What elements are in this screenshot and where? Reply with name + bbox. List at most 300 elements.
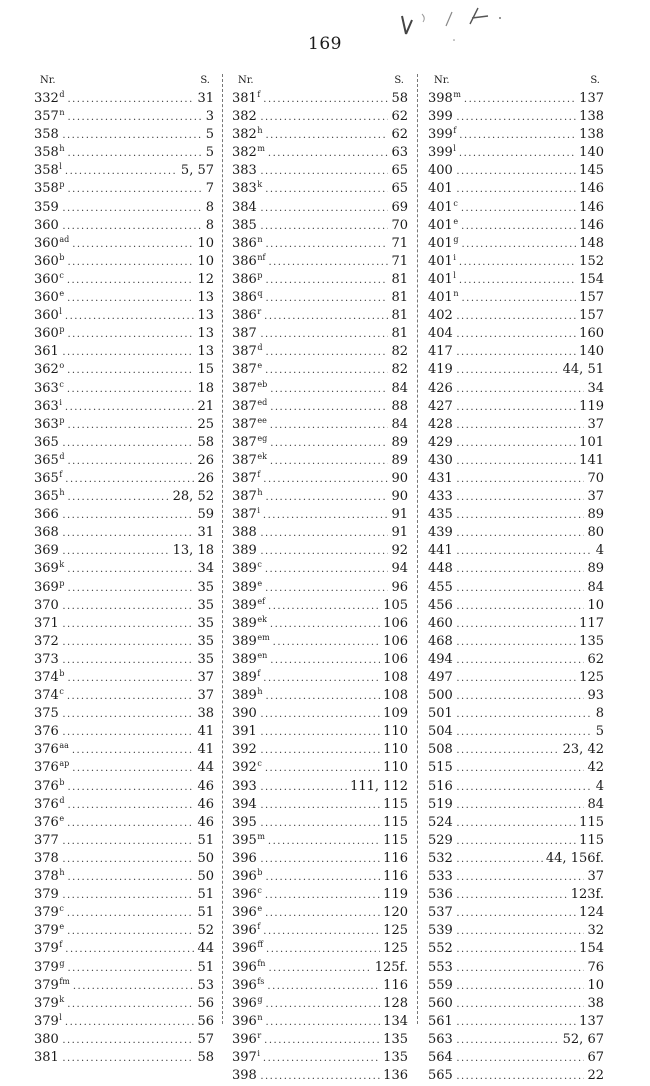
entry-suffix: en — [257, 650, 268, 660]
index-entry — [34, 235, 214, 253]
index-entry — [428, 90, 604, 108]
entry-page: 145 — [579, 163, 604, 179]
entry-page: 7 — [205, 181, 214, 197]
entry-number: 532 — [428, 850, 453, 866]
entry-number: 360$^b$ — [34, 252, 65, 269]
entry-suffix: f — [59, 469, 63, 479]
dot-leader — [67, 905, 195, 923]
dot-leader — [72, 236, 194, 254]
dot-leader — [67, 254, 194, 272]
entry-number: 401$^l$ — [428, 270, 456, 287]
entry-number: $389^{en}$ — [232, 650, 268, 667]
entry-page: 89 — [391, 434, 408, 450]
entry-page: 137 — [579, 1013, 604, 1029]
dot-leader — [268, 145, 389, 163]
entry-suffix: r — [257, 1030, 262, 1040]
index-entry — [34, 886, 214, 904]
entry-page: 116 — [383, 977, 408, 993]
entry-number: 565 — [428, 1068, 453, 1084]
entry-number: 504 — [428, 724, 453, 740]
index-entry — [232, 615, 408, 633]
dot-leader — [265, 869, 380, 887]
entry-number: 401$^g$ — [428, 234, 459, 251]
entry-suffix: e — [59, 922, 65, 932]
entry-number: 389 — [232, 543, 257, 559]
index-entry — [232, 542, 408, 560]
entry-number: 365$^d$ — [34, 451, 65, 468]
index-entry — [232, 108, 408, 126]
entry-suffix: c — [257, 759, 262, 769]
index-entry — [34, 633, 214, 651]
entry-number: 375 — [34, 706, 59, 722]
entry-page: 26 — [197, 452, 214, 468]
entry-number: 552 — [428, 941, 453, 957]
dot-leader — [265, 887, 380, 905]
index-entry — [428, 886, 604, 904]
entry-number: 386$^n$ — [232, 234, 263, 251]
index-entry — [232, 271, 408, 289]
dot-leader — [456, 525, 584, 543]
entry-page: 81 — [391, 290, 408, 306]
entry-number: 399$^l$ — [428, 144, 456, 161]
dot-leader — [67, 181, 202, 199]
entry-number: 380 — [34, 1031, 59, 1047]
entry-number: 376 — [34, 724, 59, 740]
index-entry — [428, 199, 604, 217]
entry-number: 455 — [428, 579, 453, 595]
dot-leader — [270, 381, 388, 399]
dot-leader — [461, 290, 576, 308]
entry-number: 564 — [428, 1049, 453, 1065]
entry-suffix: p — [59, 325, 65, 335]
index-entry — [232, 126, 408, 144]
entry-suffix: eg — [257, 433, 268, 443]
index-entry — [34, 922, 214, 940]
entry-page: 42 — [587, 760, 604, 776]
entry-number: $379^{fm}$ — [34, 976, 70, 993]
entry-page: 84 — [391, 380, 408, 396]
dot-leader — [265, 362, 388, 380]
entry-page: 44, 51 — [562, 362, 604, 378]
index-entry — [34, 814, 214, 832]
entry-number: 384 — [232, 199, 257, 215]
dot-leader — [456, 670, 576, 688]
index-entry — [34, 180, 214, 198]
entry-suffix: h — [59, 144, 65, 154]
dot-leader — [260, 706, 380, 724]
index-entry — [232, 253, 408, 271]
index-entry — [428, 162, 604, 180]
entry-suffix: c — [257, 560, 262, 570]
entry-page: 67 — [587, 1049, 604, 1065]
entry-page: 117 — [579, 615, 604, 631]
index-entry — [34, 253, 214, 271]
entry-suffix: g — [59, 958, 65, 968]
entry-number: 389$^c$ — [232, 560, 262, 577]
dot-leader — [456, 978, 584, 996]
entry-page: 44 — [197, 760, 214, 776]
index-entry — [232, 144, 408, 162]
entry-number: 402 — [428, 308, 453, 324]
entry-page: 154 — [579, 271, 604, 287]
dot-leader — [67, 91, 194, 109]
entry-suffix: e — [257, 361, 263, 371]
entry-page: 82 — [391, 362, 408, 378]
entry-page: 51 — [197, 959, 214, 975]
index-entry — [232, 90, 408, 108]
column-divider — [417, 74, 418, 1024]
entry-number: 431 — [428, 470, 453, 486]
dot-leader — [456, 905, 576, 923]
dot-leader — [265, 1014, 380, 1032]
index-entry — [34, 995, 214, 1013]
dot-leader — [62, 543, 169, 561]
dot-leader — [268, 598, 380, 616]
entry-page: 37 — [197, 670, 214, 685]
entry-suffix: eb — [257, 379, 268, 389]
index-entry — [428, 759, 604, 777]
dot-leader — [456, 109, 576, 127]
index-entry — [428, 253, 604, 271]
entry-page: 93 — [587, 688, 604, 704]
index-entry — [428, 597, 604, 615]
entry-number: 361 — [34, 344, 59, 360]
entry-page: 109 — [383, 706, 408, 722]
entry-page: 65 — [391, 163, 408, 179]
entry-page: 81 — [391, 308, 408, 324]
index-entry — [232, 669, 408, 687]
index-entry — [232, 741, 408, 759]
dot-leader — [456, 923, 584, 941]
entry-number: 360e — [34, 289, 65, 306]
dot-leader — [270, 616, 380, 634]
entry-page: 35 — [197, 615, 214, 631]
index-entry — [428, 434, 604, 452]
entry-number: 519 — [428, 796, 453, 812]
index-entry — [34, 778, 214, 796]
index-entry — [34, 452, 214, 470]
entry-page: 152 — [579, 253, 604, 269]
entry-page: 140 — [579, 145, 604, 161]
index-entry — [34, 560, 214, 578]
entry-page: 128 — [383, 995, 408, 1011]
entry-number: 399$^f$ — [428, 126, 457, 143]
entry-number: 389$^h$ — [232, 687, 263, 704]
entry-page: 62 — [587, 651, 604, 667]
index-entry — [232, 416, 408, 434]
nr-header: Nr. — [238, 75, 254, 86]
dot-leader — [263, 91, 388, 109]
dot-leader — [73, 978, 195, 996]
entry-page: 51 — [197, 905, 214, 921]
entry-number: 365 — [34, 434, 59, 450]
entry-number: 396e — [232, 904, 263, 921]
entry-number: $386^{nf}$ — [232, 252, 266, 269]
index-entry — [428, 579, 604, 597]
dot-leader — [65, 308, 195, 326]
index-entry — [34, 940, 214, 958]
entry-page: 25 — [197, 416, 214, 432]
entry-number: 379 — [34, 887, 59, 903]
entry-page: 13 — [197, 326, 214, 342]
index-entry — [232, 977, 408, 995]
dot-leader — [456, 1050, 584, 1068]
index-entry — [232, 1067, 408, 1085]
dot-leader — [265, 561, 389, 579]
entry-page: 116 — [383, 869, 408, 885]
dot-leader — [456, 344, 576, 362]
entry-page: 15 — [197, 362, 214, 378]
entry-suffix: m — [257, 831, 265, 841]
entry-number: 501 — [428, 706, 453, 722]
entry-suffix: b — [257, 868, 263, 878]
entry-number: 387$^f$ — [232, 469, 261, 486]
entry-page: 8 — [205, 217, 214, 233]
entry-page: 110 — [383, 724, 408, 740]
dot-leader — [67, 417, 194, 435]
dot-leader — [67, 779, 194, 797]
entry-number: 417 — [428, 344, 453, 360]
dot-leader — [459, 127, 576, 145]
entry-suffix: aa — [59, 741, 69, 751]
entry-suffix: b — [59, 777, 65, 787]
index-rows — [34, 90, 214, 1067]
index-entry — [428, 705, 604, 723]
index-entry — [34, 162, 214, 180]
entry-suffix: ad — [59, 234, 70, 244]
entry-number: 515 — [428, 760, 453, 776]
index-entry — [34, 615, 214, 633]
entry-page: 65 — [391, 181, 408, 197]
entry-suffix: d — [257, 343, 263, 353]
entry-suffix: f — [59, 940, 63, 950]
entry-number: 396$^r$ — [232, 1030, 262, 1047]
dot-leader — [260, 742, 380, 760]
entry-number: $376^{aa}$ — [34, 741, 69, 758]
index-entry — [34, 307, 214, 325]
dot-leader — [260, 815, 380, 833]
entry-number: 383$^k$ — [232, 180, 263, 197]
entry-page: 70 — [391, 217, 408, 233]
entry-page: 141 — [579, 452, 604, 468]
entry-page: 50 — [197, 850, 214, 866]
index-entry — [428, 470, 604, 488]
dot-leader — [263, 507, 389, 525]
dot-leader — [62, 200, 202, 218]
entry-number: 363$^c$ — [34, 379, 64, 396]
entry-suffix: fn — [257, 958, 266, 968]
entry-page: 8 — [205, 199, 214, 215]
entry-page: 89 — [587, 507, 604, 523]
dot-leader — [456, 941, 576, 959]
dot-leader — [65, 163, 178, 181]
index-entry — [428, 307, 604, 325]
entry-number: 374$^b$ — [34, 669, 65, 685]
dot-leader — [67, 362, 194, 380]
entry-number: 460 — [428, 615, 453, 631]
entry-suffix: f — [257, 469, 261, 479]
entry-number: 365$^h$ — [34, 488, 65, 505]
entry-number: 369$^p$ — [34, 578, 65, 595]
dot-leader — [265, 489, 388, 507]
entry-number: $387^{eg}$ — [232, 433, 268, 450]
index-entry — [428, 144, 604, 162]
dot-leader — [270, 652, 380, 670]
index-entry — [428, 850, 604, 868]
entry-number: 396$^n$ — [232, 1012, 263, 1029]
nr-header: Nr. — [40, 75, 56, 86]
entry-page: 10 — [197, 253, 214, 269]
index-entry — [428, 741, 604, 759]
entry-number: 433 — [428, 489, 453, 505]
entry-number: 392$^c$ — [232, 759, 262, 776]
dot-leader — [62, 616, 194, 634]
entry-suffix: i — [59, 397, 62, 407]
index-entry — [428, 506, 604, 524]
entry-page: 96 — [391, 579, 408, 595]
dot-leader — [62, 724, 194, 742]
entry-number: 379$^f$ — [34, 940, 63, 957]
entry-number: 426 — [428, 380, 453, 396]
entry-suffix: f — [257, 669, 261, 678]
dot-leader — [456, 326, 576, 344]
entry-number: 400 — [428, 163, 453, 179]
entry-number: 358$^l$ — [34, 162, 62, 179]
index-entry — [232, 524, 408, 542]
entry-page: 90 — [391, 470, 408, 486]
entry-page: 56 — [197, 1013, 214, 1029]
dot-leader — [456, 1068, 584, 1086]
dot-leader — [260, 326, 388, 344]
entry-number: 358$^p$ — [34, 180, 65, 197]
handwritten-mark — [392, 4, 512, 44]
entry-page: 4 — [595, 543, 604, 559]
entry-page: 105 — [383, 597, 408, 613]
dot-leader — [456, 417, 584, 435]
entry-page: 84 — [587, 796, 604, 812]
entry-suffix: k — [59, 994, 65, 1004]
dot-leader — [263, 471, 388, 489]
index-entry — [428, 687, 604, 705]
index-entry — [428, 669, 604, 687]
index-entry — [34, 1031, 214, 1049]
entry-number: 379$^k$ — [34, 994, 65, 1011]
entry-page: 44, 156f. — [545, 850, 604, 866]
entry-number: 393 — [232, 778, 257, 794]
index-entry — [34, 144, 214, 162]
entry-page: 13 — [197, 290, 214, 306]
entry-suffix: n — [257, 234, 263, 244]
dot-leader — [65, 471, 194, 489]
entry-page: 90 — [391, 489, 408, 505]
entry-number: 379$^c$ — [34, 904, 64, 921]
index-entry — [232, 235, 408, 253]
dot-leader — [62, 1050, 194, 1068]
entry-number: 386$^q$ — [232, 289, 263, 306]
entry-suffix: ee — [257, 415, 267, 425]
index-entry — [34, 1013, 214, 1031]
entry-page: 135 — [383, 1031, 408, 1047]
dot-leader — [270, 417, 389, 435]
entry-page: 146 — [579, 217, 604, 233]
dot-leader — [456, 833, 576, 851]
entry-suffix: m — [453, 90, 461, 99]
entry-suffix: l — [59, 162, 62, 172]
entry-number: 379$^l$ — [34, 1012, 62, 1029]
dot-leader — [456, 453, 576, 471]
index-entry — [232, 633, 408, 651]
dot-leader — [265, 996, 380, 1014]
entry-number: 379e — [34, 922, 65, 939]
entry-page: 5 — [595, 724, 604, 740]
dot-leader — [67, 109, 202, 127]
dot-leader — [67, 815, 194, 833]
entry-page: 26 — [197, 470, 214, 486]
entry-suffix: h — [257, 488, 263, 498]
entry-suffix: fm — [59, 976, 70, 986]
index-entry — [232, 886, 408, 904]
index-column-1 — [34, 72, 214, 1067]
index-entry — [34, 289, 214, 307]
entry-number: 372 — [34, 633, 59, 649]
entry-page: 21 — [197, 398, 214, 414]
index-entry — [232, 796, 408, 814]
dot-leader — [456, 797, 584, 815]
entry-page: 37 — [587, 416, 604, 432]
index-entry — [232, 940, 408, 958]
index-entry — [232, 162, 408, 180]
dot-leader — [456, 887, 567, 905]
entry-suffix: f — [257, 922, 261, 932]
entry-number: $360^{ad}$ — [34, 234, 70, 251]
entry-page: 146 — [579, 199, 604, 215]
entry-page: 31 — [197, 525, 214, 541]
entry-number: 559 — [428, 977, 453, 993]
index-entry — [428, 361, 604, 379]
entry-number: 448 — [428, 561, 453, 577]
entry-suffix: e — [59, 289, 65, 299]
entry-page: 115 — [383, 832, 408, 848]
entry-page: 125 — [383, 923, 408, 939]
entry-number: 396$^g$ — [232, 994, 263, 1011]
entry-page: 91 — [391, 507, 408, 523]
dot-leader — [268, 833, 380, 851]
dot-leader — [67, 453, 194, 471]
entry-number: 357$^n$ — [34, 108, 65, 125]
entry-number: 508 — [428, 742, 453, 758]
index-entry — [232, 289, 408, 307]
dot-leader — [456, 308, 576, 326]
entry-number: 396$^f$ — [232, 922, 261, 939]
entry-number: $376^{ap}$ — [34, 759, 70, 776]
dot-leader — [260, 109, 388, 127]
dot-leader — [265, 181, 388, 199]
entry-page: 71 — [391, 253, 408, 269]
entry-page: 23, 42 — [562, 742, 604, 758]
entry-page: 53 — [197, 977, 214, 993]
entry-suffix: d — [59, 451, 65, 461]
index-entry — [428, 289, 604, 307]
entry-number: 360$^c$ — [34, 270, 64, 287]
index-column-3 — [428, 72, 604, 1085]
entry-number: 441 — [428, 543, 453, 559]
dot-leader — [62, 525, 194, 543]
dot-leader — [456, 760, 584, 778]
entry-number: 376$^d$ — [34, 795, 65, 812]
dot-leader — [459, 272, 576, 290]
entry-page: 38 — [197, 706, 214, 722]
dot-leader — [265, 290, 388, 308]
